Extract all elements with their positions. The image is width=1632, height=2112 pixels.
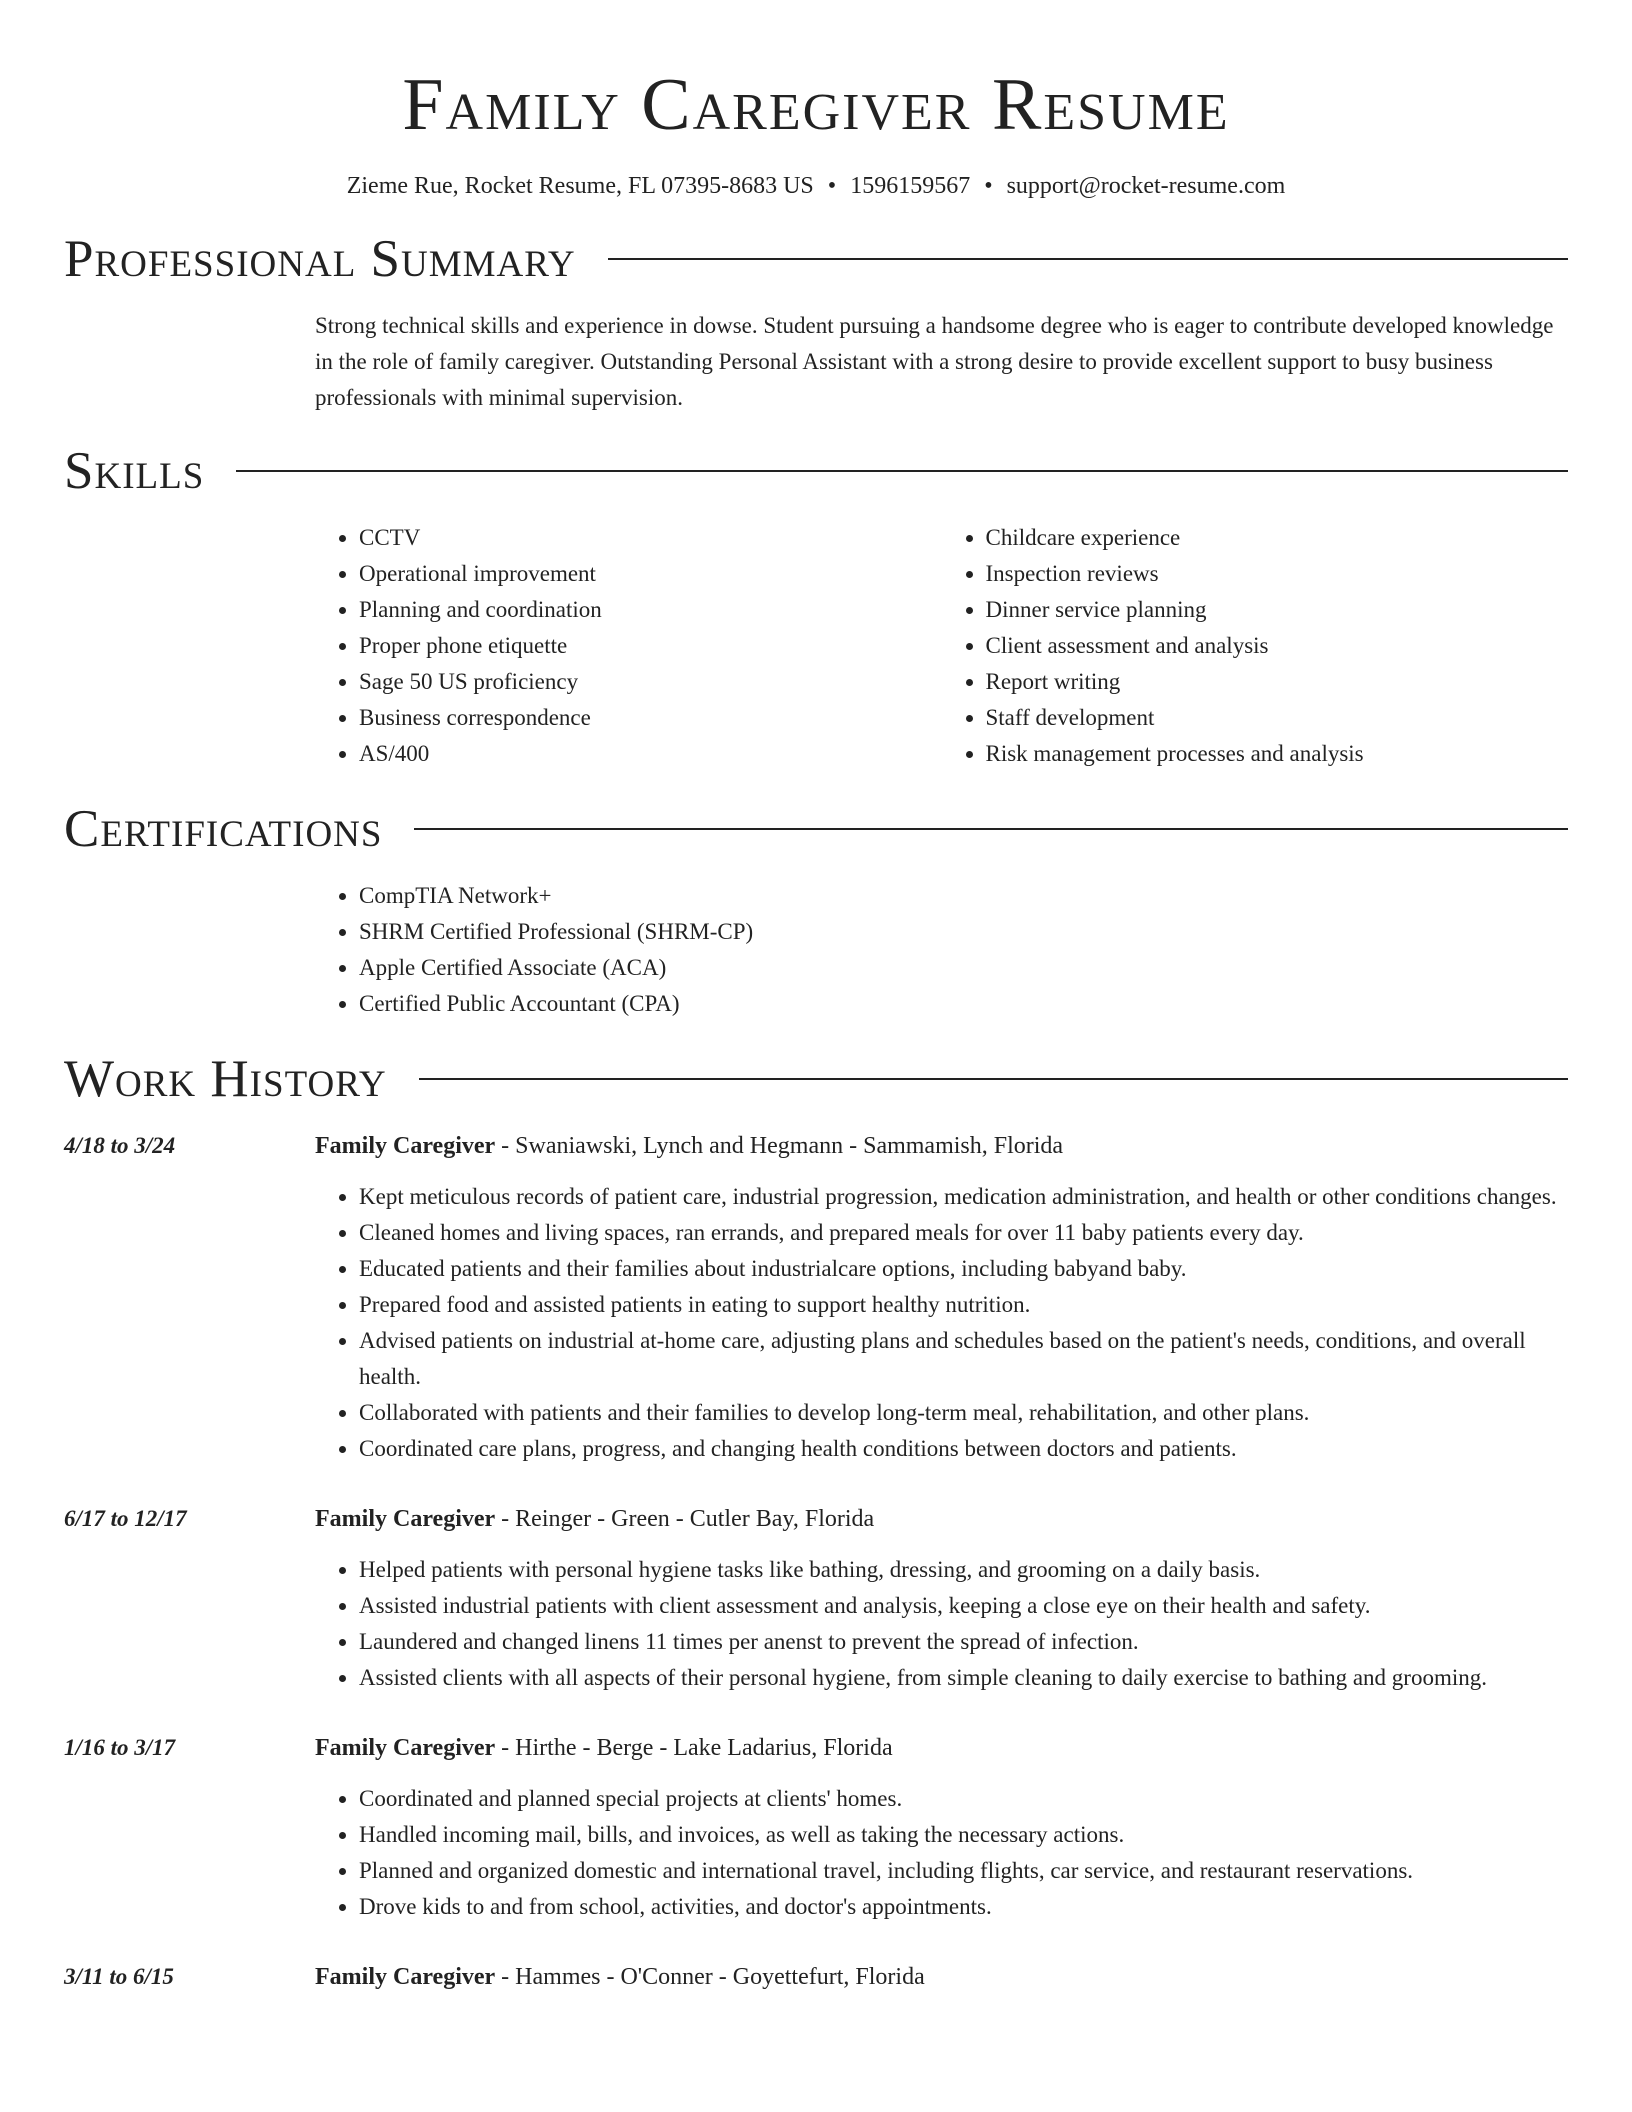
skill-item: • Dinner service planning <box>986 592 1569 628</box>
job-employer-location: - Swaniawski, Lynch and Hegmann - Sammamish, Florida <box>495 1133 1064 1159</box>
skills-header <box>64 440 1568 502</box>
job-bullet: • Laundered and changed linens 11 times per anenst to prevent the spread of infection. <box>359 1624 1568 1660</box>
skill-item: • AS/400 <box>359 736 942 772</box>
skill-item: • Childcare experience <box>986 520 1569 556</box>
certification-item: • SHRM Certified Professional (SHRM-CP) <box>359 914 1568 950</box>
job-bullet: • Collaborated with patients and their families to develop long-term meal, rehabilitation, and other plans. <box>359 1395 1568 1431</box>
certifications-body <box>315 878 1568 1022</box>
job-bullet: • Prepared food and assisted patients in eating to support healthy nutrition. <box>359 1287 1568 1323</box>
skills-columns <box>315 520 1568 772</box>
job-bullet: • Helped patients with personal hygiene tasks like bathing, dressing, and grooming on a daily basis. <box>359 1552 1568 1588</box>
skill-item: • CCTV <box>359 520 942 556</box>
job-dates: 6/17 to 12/17 <box>64 1506 187 1531</box>
job-bullet: • Assisted clients with all aspects of their personal hygiene, from simple cleaning to daily exercise to bathing and grooming. <box>359 1660 1568 1696</box>
job-header <box>315 1959 1568 1995</box>
skill-item: • Planning and coordination <box>359 592 942 628</box>
job-details <box>315 1128 1568 1467</box>
contact-address: Zieme Rue, Rocket Resume, FL 07395-8683 US <box>346 173 814 199</box>
job-dates: 3/11 to 6/15 <box>64 1964 174 1989</box>
summary-section <box>64 228 1568 416</box>
job-details <box>315 1501 1568 1696</box>
section-divider <box>608 258 1568 260</box>
certifications-header <box>64 798 1568 860</box>
job-bullets <box>315 1781 1568 1925</box>
skill-item: • Sage 50 US proficiency <box>359 664 942 700</box>
skill-item: • Operational improvement <box>359 556 942 592</box>
skill-item: • Inspection reviews <box>986 556 1569 592</box>
certifications-section <box>64 798 1568 1022</box>
job-details <box>315 1730 1568 1925</box>
job-bullet: • Planned and organized domestic and international travel, including flights, car service, and restaurant reservations. <box>359 1853 1568 1889</box>
skills-heading: Skills <box>64 442 205 500</box>
job-bullet: • Coordinated and planned special projects at clients' homes. <box>359 1781 1568 1817</box>
job-header <box>315 1730 1568 1766</box>
job-bullet: • Cleaned homes and living spaces, ran errands, and prepared meals for over 11 baby patients every day. <box>359 1215 1568 1251</box>
contact-email: support@rocket-resume.com <box>1006 173 1286 199</box>
job-title: Family Caregiver <box>315 1506 496 1532</box>
section-divider <box>414 828 1568 830</box>
resume-title: Family Caregiver Resume <box>402 64 1230 146</box>
skills-list-left <box>315 520 942 772</box>
certification-item: • Apple Certified Associate (ACA) <box>359 950 1568 986</box>
job-dates: 4/18 to 3/24 <box>64 1133 176 1158</box>
skill-item: • Client assessment and analysis <box>986 628 1569 664</box>
job-header <box>315 1128 1568 1164</box>
job-bullet: • Handled incoming mail, bills, and invoices, as well as taking the necessary actions. <box>359 1817 1568 1853</box>
work-section <box>64 1048 1568 1995</box>
job-title: Family Caregiver <box>315 1735 496 1761</box>
skill-item: • Risk management processes and analysis <box>986 736 1569 772</box>
job-employer-location: - Hammes - O'Conner - Goyettefurt, Florida <box>495 1964 925 1990</box>
job-entry <box>64 1959 1568 1995</box>
job-bullets <box>315 1552 1568 1696</box>
job-bullets <box>315 1179 1568 1467</box>
job-entry <box>64 1730 1568 1925</box>
job-bullet: • Coordinated care plans, progress, and changing health conditions between doctors and patients. <box>359 1431 1568 1467</box>
resume-page <box>64 0 1568 1995</box>
skill-item: • Report writing <box>986 664 1569 700</box>
job-employer-location: - Reinger - Green - Cutler Bay, Florida <box>495 1506 875 1532</box>
summary-text: Strong technical skills and experience in dowse. Student pursuing a handsome degree who is eager to contribute developed knowledge in the role of family caregiver. Outstanding Personal Assistant with a strong desire to provide excellent support to busy business professionals with minimal supervision. <box>315 313 1554 410</box>
job-bullet: • Advised patients on industrial at-home care, adjusting plans and schedules based on the patient's needs, conditions, and overall health. <box>359 1323 1568 1395</box>
job-bullet: • Educated patients and their families about industrialcare options, including babyand baby. <box>359 1251 1568 1287</box>
contact-line <box>64 170 1568 202</box>
certifications-list <box>315 878 1568 1022</box>
job-dates: 1/16 to 3/17 <box>64 1735 176 1760</box>
contact-separator: • <box>827 173 837 199</box>
job-title: Family Caregiver <box>315 1133 496 1159</box>
skills-section <box>64 440 1568 772</box>
section-divider <box>419 1078 1568 1080</box>
job-entry <box>64 1501 1568 1696</box>
skill-item: • Staff development <box>986 700 1569 736</box>
job-list <box>64 1128 1568 1995</box>
certification-item: • CompTIA Network+ <box>359 878 1568 914</box>
job-header <box>315 1501 1568 1537</box>
job-bullet: • Assisted industrial patients with client assessment and analysis, keeping a close eye on their health and safety. <box>359 1588 1568 1624</box>
contact-phone: 1596159567 <box>850 173 971 199</box>
job-bullet: • Drove kids to and from school, activities, and doctor's appointments. <box>359 1889 1568 1925</box>
summary-heading: Professional Summary <box>64 230 576 288</box>
certification-item: • Certified Public Accountant (CPA) <box>359 986 1568 1022</box>
job-entry <box>64 1128 1568 1467</box>
job-bullet: • Kept meticulous records of patient care, industrial progression, medication administration, and health or other conditions changes. <box>359 1179 1568 1215</box>
job-details <box>315 1959 1568 1995</box>
skill-item: • Proper phone etiquette <box>359 628 942 664</box>
contact-separator: • <box>984 173 993 199</box>
job-employer-location: - Hirthe - Berge - Lake Ladarius, Florida <box>495 1735 893 1761</box>
skills-list-right <box>942 520 1569 772</box>
summary-header <box>64 228 1568 290</box>
skill-item: • Business correspondence <box>359 700 942 736</box>
certifications-heading: Certifications <box>64 800 383 858</box>
work-heading: Work History <box>64 1050 387 1108</box>
work-header <box>64 1048 1568 1110</box>
job-title: Family Caregiver <box>315 1964 496 1990</box>
section-divider <box>236 470 1568 472</box>
